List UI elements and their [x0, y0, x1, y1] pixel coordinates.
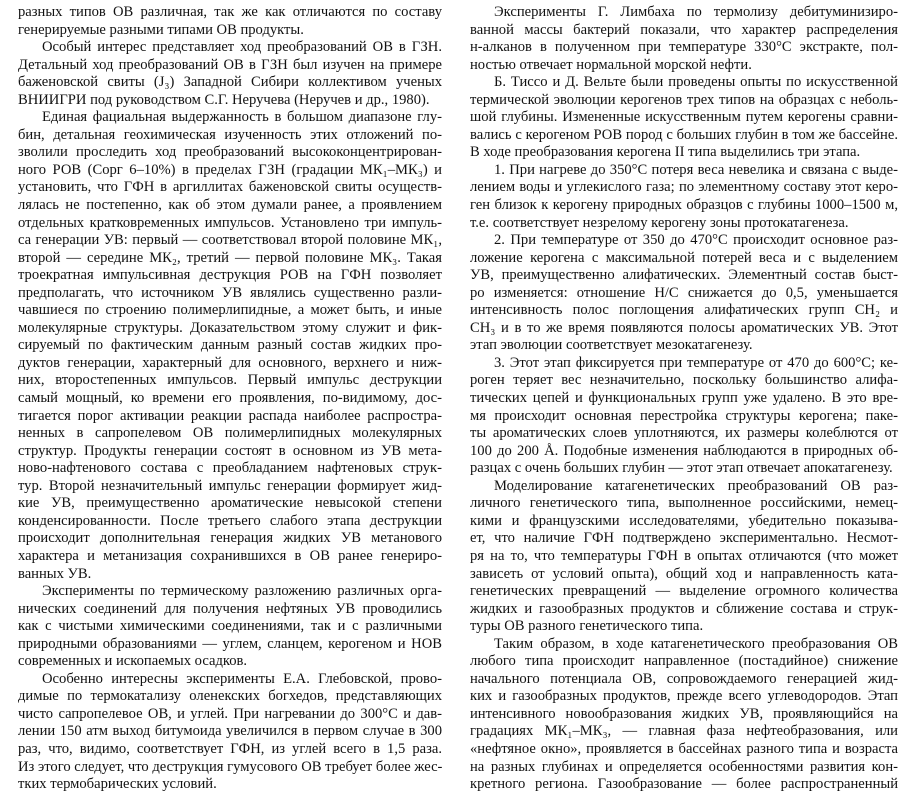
- right-column: [470, 4, 898, 794]
- text-line: Таким образом, в ходе катагенетического преобразования ОВ: [494, 635, 898, 652]
- text-line: начального потенциала ОВ, сопровождаемого генерацией жид-: [470, 670, 898, 687]
- left-column: [18, 4, 442, 794]
- text-line: ты ароматических слоев уплотняются, их размеры колеблются от: [470, 425, 898, 442]
- text-line: т.е. соответствует незрелому керогену зоны протокатагенеза.: [470, 214, 849, 231]
- text-line: личного генетического типа, выполненное российскими, немец-: [470, 495, 898, 512]
- text-line: В ходе преобразования керогена II типа выделились три этапа.: [470, 144, 861, 161]
- text-line: Особенно интересны эксперименты Е.А. Глебовской, прово-: [42, 670, 442, 687]
- text-line: тур. Второй незначительный импульс генерации формирует жид-: [18, 477, 442, 494]
- text-line: ненных в сапропелевом ОВ полимерлипидных молекулярных: [18, 425, 442, 442]
- text-line: лялась не постепенно, как об этом думали ранее, а проявлением: [18, 197, 442, 214]
- text-line: ванной массы бактерий показали, что характер распределения: [470, 21, 898, 38]
- text-line: ложение керогена с максимальной потерей веса и с выделением: [470, 249, 898, 266]
- text-line: Эксперименты по термическому разложению различных орга-: [42, 583, 442, 600]
- text-line: н-алканов в полученном при температуре 330°С экстракте, пол-: [470, 39, 898, 56]
- text-line: баженовской свиты (J₃) Западной Сибири коллективом ученых: [18, 74, 442, 91]
- text-line: второй — середине МК₂, третий — первой половине МК₃. Такая: [18, 249, 442, 266]
- text-line: тких термобарических условий.: [18, 776, 217, 793]
- text-line: зависеть от условий опыта), общий ход и направленность ката-: [470, 565, 898, 582]
- text-line: ро изменяется: отношение Н/С снижается до 0,5, уменьшается: [470, 284, 898, 301]
- text-line: ностью отвечает нормальной морской нефти.: [470, 56, 752, 73]
- text-line: ВНИИГРИ под руководством С.Г. Неручева (Неручев и др., 1980).: [18, 91, 430, 108]
- text-line: бин, детальная геохимическая изученность этих отложений по-: [18, 126, 442, 143]
- text-line: них, второстепенных импульсов. Первый импульс деструкции: [18, 372, 442, 389]
- text-line: ких и газообразных продуктов, прежде всего углеводородов. Этап: [470, 688, 898, 705]
- text-line: чавшиеся по строению полимерлипидные, а может быть, и иные: [18, 302, 442, 319]
- text-line: нических соединений для получения нефтяных УВ проводились: [18, 600, 442, 617]
- text-line: ет, что наличие ГФН подтверждено экспериментально. Несмот-: [470, 530, 898, 547]
- text-line: ново-нафтенового состава с преобладанием нафтеновых струк-: [18, 460, 442, 477]
- text-line: тигается порог активации реакции распада наиболее распростра-: [18, 407, 442, 424]
- text-line: происходит дополнительная генерация жидких УВ метанового: [18, 530, 442, 547]
- text-line: интенсивность полос поглощения алифатических групп СН₂ и: [470, 302, 898, 319]
- text-line: чисто сапропелевое ОВ, и углей. При нагревании до 300°С и дав-: [18, 705, 442, 722]
- text-line: сируемый по фактическим данным разный состав жидких про-: [18, 337, 442, 354]
- text-line: мя происходит основная перестройка структуры керогена; паке-: [470, 407, 898, 424]
- text-line: установить, что ГФН в аргиллитах баженовской свиты осуществ-: [18, 179, 442, 196]
- text-line: Детальный ход преобразований ОВ в ГЗН был изучен на примере: [18, 56, 442, 73]
- text-line: современных и ископаемых осадков.: [18, 653, 248, 670]
- text-line: 100 до 200 Å. Подобные изменения наблюдаются в природных об-: [470, 442, 898, 459]
- text-line: 2. При температуре от 350 до 470°С происходит основное раз-: [494, 232, 898, 249]
- text-line: раз, что, видимо, соответствует ГФН, из углей всего в 1,5 раза.: [18, 740, 442, 757]
- text-line: роген теряет вес незначительно, поскольку большинство алифа-: [470, 372, 898, 389]
- text-line: вались с керогеном РОВ пород с больших глубин в том же бассейне.: [470, 126, 898, 143]
- text-line: зволили проследить ход преобразований высококонцентрирован-: [18, 144, 442, 161]
- text-line: «нефтяное окно», проявляется в бассейнах разного типа и возраста: [470, 740, 898, 757]
- text-line: ря на то, что температуры ГФН в опытах отличаются (что может: [470, 547, 898, 564]
- text-line: интенсивного новообразования жидких УВ, проявляющийся на: [470, 705, 898, 722]
- text-line: предполагать, что источником УВ являлись существенно разли-: [18, 284, 442, 301]
- text-line: шой глубины. Измененные искусственным путем керогены сравни-: [470, 109, 898, 126]
- text-line: дуктов генерации, характерный для основного, верхнего и ниж-: [18, 354, 442, 371]
- text-line: ного РОВ (Cорг 6–10%) в пределах ГЗН (градации МК₁–МК₃) и: [18, 161, 442, 178]
- text-line: генетических превращений — выделение огромного количества: [470, 583, 898, 600]
- text-line: 1. При нагреве до 350°С потеря веса невелика и связана с выде-: [494, 161, 898, 178]
- text-line: природными образованиями — углем, сланцем, керогеном и НОВ: [18, 635, 442, 652]
- text-line: кими и французскими исследователями, убедительно показыва-: [470, 512, 898, 529]
- text-line: характера и метанизация сохранившихся в ОВ ранее генериро-: [18, 547, 442, 564]
- text-line: конденсированности. После третьего слабого этапа деструкции: [18, 512, 442, 529]
- text-line: самый мощный, ко времени его проявления, по-видимому, дос-: [18, 390, 442, 407]
- text-line: кретного региона. Газообразование — более распространенный: [470, 776, 898, 793]
- text-line: структур. Продукты генерации состоят в основном из УВ мета-: [18, 442, 442, 459]
- text-line: генерируемые разными типами ОВ продукты.: [18, 21, 304, 38]
- text-line: УВ, преимущественно алифатических. Элементный состав быст-: [470, 267, 898, 284]
- text-line: лением воды и углекислого газа; по элементному составу этот керо-: [470, 179, 898, 196]
- text-line: троекратная импульсивная деструкция РОВ на ГФН позволяет: [18, 267, 442, 284]
- text-line: жидких и газообразных продуктов и сближение состава и струк-: [470, 600, 898, 617]
- text-line: термической эволюции керогенов трех типов на образцах с неболь-: [470, 91, 898, 108]
- text-line: отдельных кратковременных импульсов. Установлено три импуль-: [18, 214, 442, 231]
- text-line: кие УВ, преимущественно ароматические невысокой степени: [18, 495, 442, 512]
- text-line: разцах с очень больших глубин — этот этап отвечает апокатагенезу.: [470, 460, 893, 477]
- text-line: Из этого следует, что деструкция гумусового ОВ требует более жес-: [18, 758, 443, 775]
- text-line: 3. Этот этап фиксируется при температуре от 470 до 600°С; ке-: [494, 354, 898, 371]
- text-line: ванных УВ.: [18, 565, 92, 582]
- text-line: этап эволюции соответствует мезокатагенезу.: [470, 337, 753, 354]
- text-line: Б. Тиссо и Д. Вельте были проведены опыты по искусственной: [494, 74, 898, 91]
- text-line: туры ОВ разного генетического типа.: [470, 618, 704, 635]
- text-line: лении 150 атм выход битумоида увеличился в первом случае в 300: [18, 723, 442, 740]
- text-line: молекулярные структуры. Доказательством этому служит и фик-: [18, 319, 442, 336]
- text-line: Особый интерес представляет ход преобразований ОВ в ГЗН.: [42, 39, 442, 56]
- text-line: Эксперименты Г. Лимбаха по термолизу дебитуминизиро-: [494, 4, 898, 20]
- text-line: тических цепей и функциональных групп уже удалено. В это вре-: [470, 390, 898, 407]
- text-line: димые по термокатализу оленекских богхедов, представляющих: [18, 688, 442, 705]
- text-line: Единая фациальная выдержанность в большом диапазоне глу-: [42, 109, 442, 126]
- text-line: градациях МК₁–МК₃, — главная фаза нефтеобразования, или: [470, 723, 898, 740]
- text-line: ген близок к керогену природных образцов с глубины 1000–1500 м,: [470, 197, 898, 214]
- text-line: как с чистыми химическими соединениями, так и с различными: [18, 618, 442, 635]
- text-line: разных типов ОВ различная, так же как отличаются по составу: [18, 4, 442, 20]
- text-line: Моделирование катагенетических преобразований ОВ раз-: [494, 477, 898, 494]
- text-line: СН₃ и в то же время появляются полосы ароматических УВ. Этот: [470, 319, 898, 336]
- text-line: на разных глубинах и определяется особенностями развития кон-: [470, 758, 898, 775]
- text-line: любого типа происходит направленное (постадийное) снижение: [470, 653, 898, 670]
- text-line: са генерации УВ: первый — соответствовал второй половине МК₁,: [18, 232, 442, 249]
